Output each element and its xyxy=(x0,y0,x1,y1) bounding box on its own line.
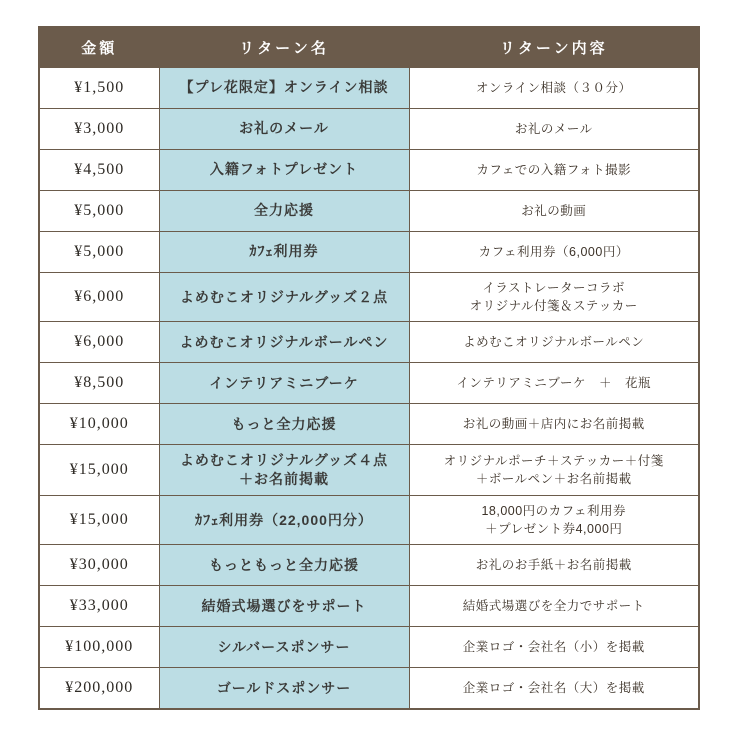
cell-return-name xyxy=(159,445,409,496)
return-name-line: もっともっと全力応援 xyxy=(209,556,359,573)
table-row xyxy=(39,67,699,108)
cell-return-name xyxy=(159,627,409,668)
cell-return-name xyxy=(159,322,409,363)
return-name-line: 入籍フォトプレゼント xyxy=(209,161,359,178)
cell-return-name xyxy=(159,495,409,544)
return-content-line: よめむこオリジナルボールペン xyxy=(463,335,645,350)
return-content-line: カフェ利用券（6,000円） xyxy=(478,244,629,259)
cell-amount: ¥6,000 xyxy=(39,272,159,321)
column-header-amount: 金額 xyxy=(39,27,159,68)
table-row xyxy=(39,404,699,445)
return-name-line: シルバースポンサー xyxy=(217,638,351,655)
return-name-line: よめむこオリジナルボールペン xyxy=(179,333,389,350)
return-table-wrapper xyxy=(38,26,698,710)
cell-return-content xyxy=(409,668,699,710)
table-row xyxy=(39,190,699,231)
return-name-line: インテリアミニブーケ xyxy=(209,374,359,391)
table-row xyxy=(39,545,699,586)
cell-return-content xyxy=(409,495,699,544)
cell-return-content xyxy=(409,108,699,149)
return-name-line: よめむこオリジナルグッズ４点 xyxy=(179,452,389,469)
cell-amount: ¥3,000 xyxy=(39,108,159,149)
return-table xyxy=(38,26,700,710)
table-row xyxy=(39,586,699,627)
cell-return-name xyxy=(159,272,409,321)
cell-return-content xyxy=(409,627,699,668)
return-content-line: カフェでの入籍フォト撮影 xyxy=(476,162,632,177)
cell-amount: ¥15,000 xyxy=(39,495,159,544)
cell-return-content xyxy=(409,231,699,272)
table-row xyxy=(39,363,699,404)
cell-return-content xyxy=(409,545,699,586)
return-name-line: ＋お名前掲載 xyxy=(239,471,329,487)
cell-amount: ¥33,000 xyxy=(39,586,159,627)
return-name-line: ｶﾌｪ利用券（22,000円分） xyxy=(195,511,373,528)
cell-return-name xyxy=(159,586,409,627)
return-name-line: よめむこオリジナルグッズ２点 xyxy=(179,288,389,305)
cell-return-name xyxy=(159,108,409,149)
return-content-line: お礼の動画＋店内にお名前掲載 xyxy=(462,417,645,432)
cell-return-content xyxy=(409,404,699,445)
table-header-row xyxy=(39,27,699,68)
cell-return-name xyxy=(159,668,409,710)
cell-amount: ¥10,000 xyxy=(39,404,159,445)
cell-return-content xyxy=(409,149,699,190)
return-name-line: 全力応援 xyxy=(254,202,314,219)
table-header xyxy=(39,27,699,68)
cell-return-content xyxy=(409,445,699,496)
cell-amount: ¥15,000 xyxy=(39,445,159,496)
table-row xyxy=(39,108,699,149)
cell-return-name xyxy=(159,190,409,231)
cell-amount: ¥8,500 xyxy=(39,363,159,404)
cell-return-content xyxy=(409,190,699,231)
table-row xyxy=(39,627,699,668)
cell-amount: ¥6,000 xyxy=(39,322,159,363)
return-content-line: ＋プレゼント券4,000円 xyxy=(485,522,623,537)
cell-amount: ¥5,000 xyxy=(39,190,159,231)
cell-amount: ¥100,000 xyxy=(39,627,159,668)
column-header-return-name: リターン名 xyxy=(159,27,409,68)
return-content-line: オリジナルポーチ＋ステッカー＋付箋 xyxy=(443,453,664,468)
cell-return-name xyxy=(159,404,409,445)
return-content-line: インテリアミニブーケ ＋ 花瓶 xyxy=(456,376,652,391)
return-name-line: ｶﾌｪ利用券 xyxy=(249,243,319,260)
cell-amount: ¥5,000 xyxy=(39,231,159,272)
return-content-line: ＋ボールペン＋お名前掲載 xyxy=(475,472,632,486)
return-content-line: 結婚式場選びを全力でサポート xyxy=(462,599,645,614)
cell-amount: ¥30,000 xyxy=(39,545,159,586)
return-content-line: オリジナル付箋＆ステッカー xyxy=(469,298,638,313)
table-row xyxy=(39,668,699,710)
cell-amount: ¥4,500 xyxy=(39,149,159,190)
cell-return-name xyxy=(159,149,409,190)
return-content-line: お礼の動画 xyxy=(521,203,587,218)
return-content-line: 18,000円のカフェ利用券 xyxy=(481,503,627,518)
cell-return-content xyxy=(409,586,699,627)
cell-return-content xyxy=(409,67,699,108)
return-content-line: 企業ロゴ・会社名（小）を掲載 xyxy=(462,640,645,655)
cell-return-content xyxy=(409,322,699,363)
return-content-line: オンライン相談（３０分） xyxy=(475,80,632,95)
cell-return-name xyxy=(159,545,409,586)
table-row xyxy=(39,272,699,321)
return-content-line: イラストレーターコラボ xyxy=(482,280,626,295)
return-name-line: ゴールドスポンサー xyxy=(216,679,352,696)
cell-amount: ¥1,500 xyxy=(39,67,159,108)
table-row xyxy=(39,149,699,190)
return-content-line: お礼のメール xyxy=(514,121,593,136)
table-row xyxy=(39,445,699,496)
table-row xyxy=(39,495,699,544)
cell-return-name xyxy=(159,363,409,404)
table-row xyxy=(39,322,699,363)
cell-return-content xyxy=(409,363,699,404)
return-content-line: 企業ロゴ・会社名（大）を掲載 xyxy=(462,681,645,696)
cell-return-name xyxy=(159,67,409,108)
return-name-line: お礼のメール xyxy=(239,120,329,137)
cell-return-content xyxy=(409,272,699,321)
return-name-line: 【プレ花限定】オンライン相談 xyxy=(179,79,389,96)
cell-amount: ¥200,000 xyxy=(39,668,159,710)
cell-return-name xyxy=(159,231,409,272)
return-name-line: 結婚式場選びをサポート xyxy=(201,597,367,614)
table-row xyxy=(39,231,699,272)
table-body xyxy=(39,67,699,709)
column-header-return-content: リターン内容 xyxy=(409,27,699,68)
return-name-line: もっと全力応援 xyxy=(231,415,337,432)
return-content-line: お礼のお手紙＋お名前掲載 xyxy=(475,558,632,573)
